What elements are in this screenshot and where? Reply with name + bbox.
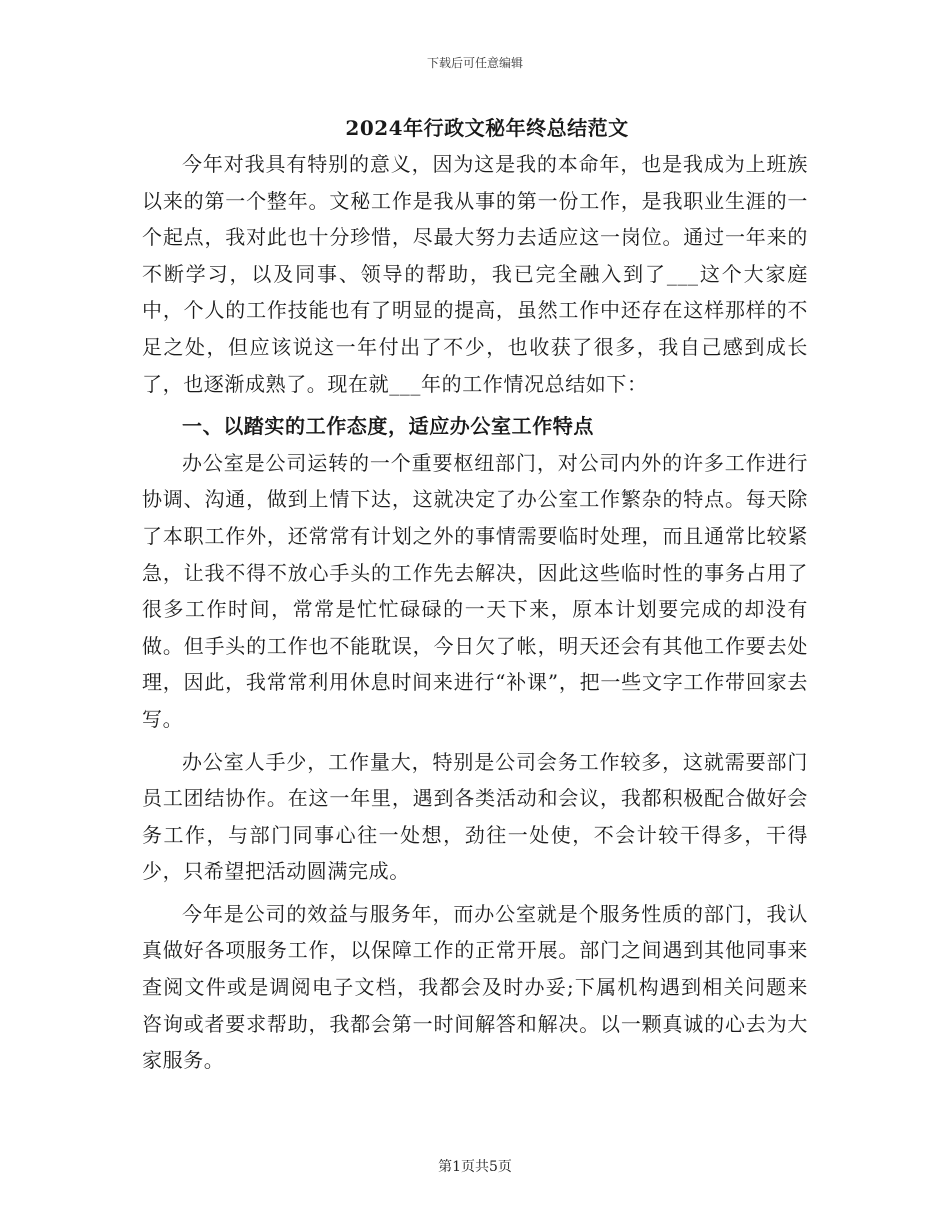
- document-body: [142, 110, 808, 1079]
- header-note: 下载后可任意编辑: [426, 56, 523, 70]
- section1-paragraph-2: 办公室人手少，工作量大，特别是公司会务工作较多，这就需要部门员工团结协作。在这一年里，遇到各类活动和会议，我都积极配合做好会务工作，与部门同事心往一处想，劲往一处使，不会计较干得多，干得少，只希望把活动圆满完成。: [142, 749, 808, 884]
- page-footer: 第1页共5页: [438, 1159, 512, 1175]
- section-heading-1: 一、以踏实的工作态度，适应办公室工作特点: [182, 414, 594, 439]
- section1-paragraph-1: 办公室是公司运转的一个重要枢纽部门，对公司内外的许多工作进行协调、沟通，做到上情下达，这就决定了办公室工作繁杂的特点。每天除了本职工作外，还常常有计划之外的事情需要临时处理，而且通常比较紧急，让我不得不放心手头的工作先去解决，因此这些临时性的事务占用了很多工作时间，常常是忙忙碌碌的一天下来，原本计划要完成的却没有做。但手头的工作也不能耽误，今日欠了帐，明天还会有其他工作要去处理，因此，我常常利用休息时间来进行“补课”，把一些文字工作带回家去写。: [142, 450, 808, 731]
- document-title: 2024年行政文秘年终总结范文: [345, 116, 629, 140]
- section1-paragraph-3: 今年是公司的效益与服务年，而办公室就是个服务性质的部门，我认真做好各项服务工作，以保障工作的正常开展。部门之间遇到其他同事来查阅文件或是调阅电子文档，我都会及时办妥;下属机构遇到相关问题来咨询或者要求帮助，我都会第一时间解答和解决。以一颗真诚的心去为大家服务。: [142, 901, 808, 1073]
- intro-paragraph: 今年对我具有特别的意义，因为这是我的本命年，也是我成为上班族以来的第一个整年。文秘工作是我从事的第一份工作，是我职业生涯的一个起点，我对此也十分珍惜，尽最大努力去适应这一岗位。通过一年来的不断学习，以及同事、领导的帮助，我已完全融入到了___这个大家庭中，个人的工作技能也有了明显的提高，虽然工作中还存在这样那样的不足之处，但应该说这一年付出了不少，也收获了很多，我自己感到成长了，也逐渐成熟了。现在就___年的工作情况总结如下：: [142, 152, 808, 396]
